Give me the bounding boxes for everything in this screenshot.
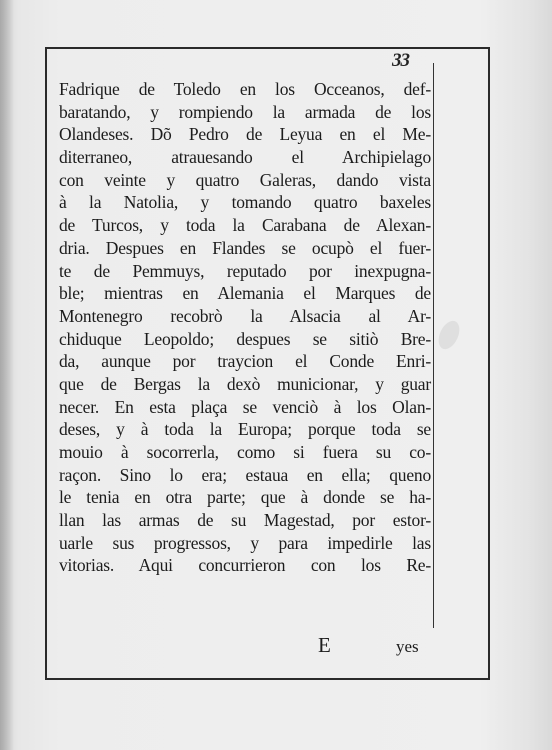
page-number: 33 xyxy=(392,50,409,71)
text-line: Olandeses. Dõ Pedro de Leyua en el Me- xyxy=(59,124,431,145)
text-line: ble; mientras en Alemania el Marques de xyxy=(59,283,431,304)
text-line: con veinte y quatro Galeras, dando vista xyxy=(59,169,431,190)
text-line: baratando, y rompiendo la armada de los xyxy=(59,101,431,122)
text-line: da, aunque por traycion el Conde Enri- xyxy=(59,351,431,372)
catchword: yes xyxy=(396,637,419,656)
text-line: Montenegro recobrò la Alsacia al Ar- xyxy=(59,305,431,326)
text-line: dria. Despues en Flandes se ocupò el fuer- xyxy=(59,237,431,258)
text-line: le tenia en otra parte; que à donde se ha- xyxy=(59,487,431,508)
text-line: mouio à socorrerla, como si fuera su co- xyxy=(59,442,431,462)
text-line: necer. En esta plaça se venciò à los Olan- xyxy=(59,396,431,417)
gutter-shadow xyxy=(0,0,14,750)
text-line: chiduque Leopoldo; despues se sitiò Bre- xyxy=(59,328,431,349)
text-line: que de Bergas la dexò municionar, y guar xyxy=(59,373,431,394)
text-line: Fadrique de Toledo en los Occeanos, def- xyxy=(59,79,431,99)
body-text xyxy=(59,78,431,577)
signature-mark: E xyxy=(318,633,331,657)
text-line: uarle sus progressos, y para impedirle las xyxy=(59,532,431,553)
text-line: raçon. Sino lo era; estaua en ella; queno xyxy=(59,464,431,485)
text-line: llan las armas de su Magestad, por estor- xyxy=(59,510,431,531)
inner-rule-line xyxy=(433,63,434,628)
text-line: diterraneo, atrauesando el Archipielago xyxy=(59,147,431,168)
text-line: te de Pemmuys, reputado por inexpugna- xyxy=(59,260,431,281)
text-line: à la Natolia, y tomando quatro baxeles xyxy=(59,192,431,213)
text-line: deses, y à toda la Europa; porque toda se xyxy=(59,419,431,440)
text-line: vitorias. Aqui concurrieron con los Re- xyxy=(59,555,431,576)
text-line: de Turcos, y toda la Carabana de Alexan- xyxy=(59,215,431,236)
